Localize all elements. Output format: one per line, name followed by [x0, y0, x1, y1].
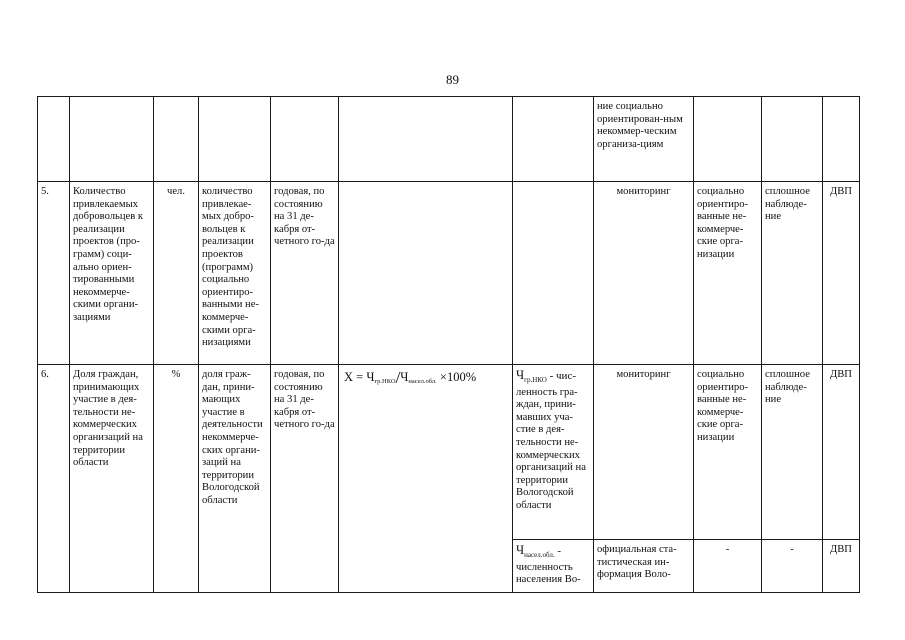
cell-empty [199, 97, 271, 182]
data-source: мониторинг [594, 365, 694, 540]
formula-sub-1: гр.НКО [374, 378, 396, 385]
var-symbol: Ч [516, 368, 525, 382]
table-row-5 [38, 182, 860, 365]
cell-empty [823, 97, 860, 182]
observation-unit: социально ориентиро-ванные не-коммерче-ские орга-низации [694, 365, 762, 540]
unit: чел. [154, 182, 199, 365]
formula [339, 182, 513, 365]
responsible: ДВП [823, 540, 860, 593]
indicator-name: Количество привлекаемых добровольцев к реализации проектов (про-грамм) соци-ально ориен-тированными некоммерче-скими органи-зациями [70, 182, 154, 365]
table-row-continuation [38, 97, 860, 182]
collection-method: сплошное наблюде-ние [762, 182, 823, 365]
var-symbol: Ч [516, 543, 525, 557]
var-subscript: гр.НКО [524, 376, 547, 384]
var-text: ленность гра-ждан, прини-мавших уча-стие в дея-тельности не-коммерческих организаций на территории Вологодской области [516, 386, 586, 511]
var-dash: - чис- [546, 370, 576, 382]
responsible: ДВП [823, 365, 860, 540]
indicator-name: Доля граждан, принимающих участие в дея-тельности не-коммерческих организаций на территории области [70, 365, 154, 593]
collection-method: - [762, 540, 823, 593]
formula [339, 365, 513, 593]
variables [513, 182, 594, 365]
cell-empty [271, 97, 339, 182]
cell-empty [762, 97, 823, 182]
unit: % [154, 365, 199, 593]
page-number: 89 [446, 72, 459, 87]
formula-expression [342, 369, 509, 389]
observation-unit: социально ориентиро-ванные не-коммерче-ские орга-низации [694, 182, 762, 365]
cell-empty [70, 97, 154, 182]
cell-empty [694, 97, 762, 182]
observation-unit: - [694, 540, 762, 593]
variable-definition-1 [513, 365, 594, 540]
row-number: 6. [38, 365, 70, 593]
var-text: численность населения Во- [516, 561, 581, 586]
periodicity: годовая, по состоянию на 31 де-кабря от-четного го-да [271, 365, 339, 593]
responsible: ДВП [823, 182, 860, 365]
definition: количество привлекае-мых добро-вольцев к реализации проектов (программ) социально ориентиро-ванными не-коммерче-скими орга-низациями [199, 182, 271, 365]
formula-lhs: X = Ч [344, 370, 375, 384]
indicators-table [37, 96, 860, 593]
data-source: официальная ста-тистическая ин-формация Воло- [594, 540, 694, 593]
collection-method: сплошное наблюде-ние [762, 365, 823, 540]
formula-slash: / [395, 368, 401, 387]
table-row-6 [38, 365, 860, 540]
periodicity: годовая, по состоянию на 31 де-кабря от-четного го-да [271, 182, 339, 365]
data-source: мониторинг [594, 182, 694, 365]
definition: доля граж-дан, прини-мающих участие в деятельности некоммерче-ских органи-заций на территории Вологодской области [199, 365, 271, 593]
cell-empty [339, 97, 513, 182]
var-subscript: насел.обл. [524, 551, 555, 559]
continuation-method-text: ние социально ориентирован-ным некоммер-ческим организа-циям [594, 97, 694, 182]
formula-ch2: Ч [400, 370, 409, 384]
formula-tail: ×100% [436, 370, 477, 384]
var-dash: - [554, 545, 562, 557]
row-number: 5. [38, 182, 70, 365]
formula-sub-2: насел.обл. [408, 378, 437, 385]
cell-empty [38, 97, 70, 182]
cell-empty [513, 97, 594, 182]
cell-empty [154, 97, 199, 182]
variable-definition-2 [513, 540, 594, 593]
